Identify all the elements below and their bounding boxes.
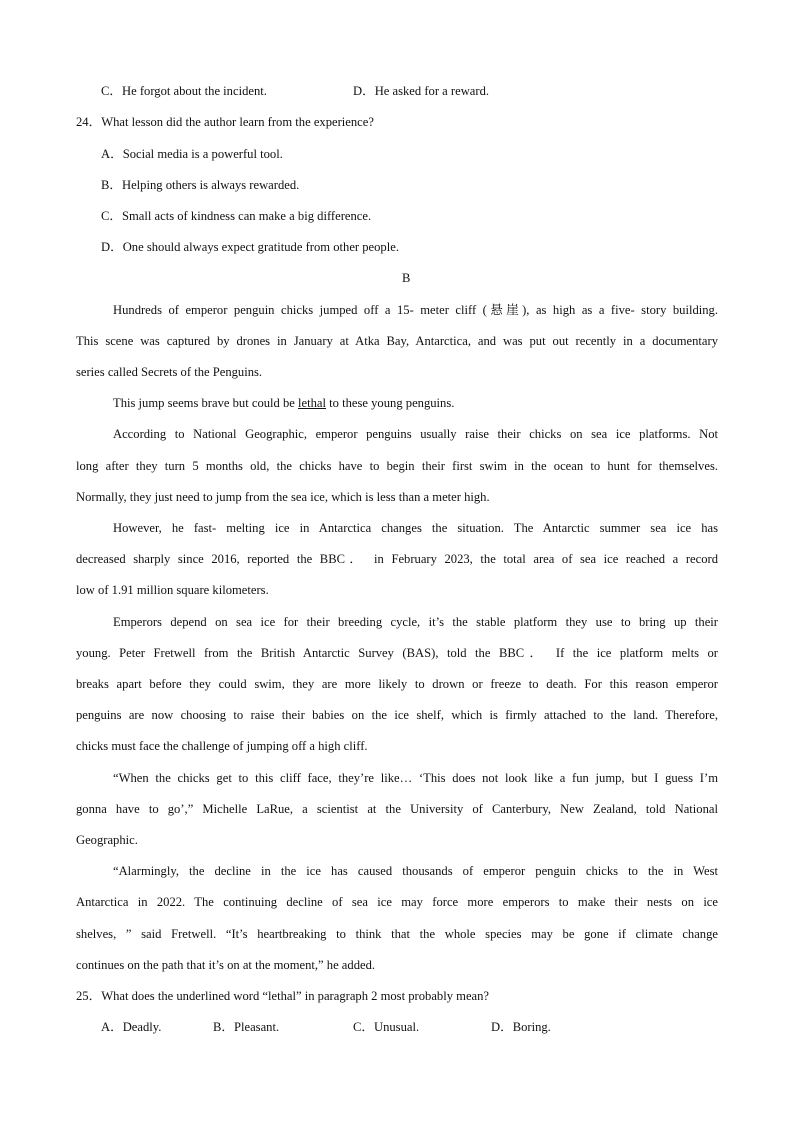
passage-p7-line3: shelves, ” said Fretwell. “It’s heartbreaking to think that the whole species may be gone if climate change — [76, 927, 718, 941]
passage-p7-line1: “Alarmingly, the decline in the ice has caused thousands of emperor penguin chicks to the in West — [113, 864, 718, 878]
q24-stem: 24．What lesson did the author learn from the experience? — [76, 115, 374, 129]
passage-p2-before: This jump seems brave but could be — [113, 396, 299, 410]
passage-p2-after: to these young penguins. — [326, 396, 455, 410]
q25-option-c: C．Unusual. — [353, 1020, 420, 1034]
passage-p1-line3: series called Secrets of the Penguins. — [76, 365, 263, 379]
underlined-word-lethal: lethal — [298, 396, 327, 410]
passage-p5-line5: chicks must face the challenge of jumping off a high cliff. — [76, 739, 368, 753]
section-label: B — [402, 271, 411, 285]
q25-option-d: D．Boring. — [491, 1020, 551, 1034]
q25-option-b: B．Pleasant. — [213, 1020, 280, 1034]
passage-p6-line1: “When the chicks get to this cliff face, they’re like… ‘This does not look like a fun jump, but I guess I’m — [113, 771, 718, 785]
passage-p1-line1: Hundreds of emperor penguin chicks jumped off a 15- meter cliff (悬崖), as high as a five- story building. — [113, 303, 718, 317]
passage-p5-line4: penguins are now choosing to raise their babies on the ice shelf, which is firmly attached to the land. Therefore, — [76, 708, 718, 722]
passage-p3-line2: long after they turn 5 months old, the chicks have to begin their first swim in the ocean to hunt for themselves. — [76, 459, 718, 473]
q25-stem: 25．What does the underlined word “lethal” in paragraph 2 most probably mean? — [76, 989, 490, 1003]
q24-option-c: C．Small acts of kindness can make a big difference. — [101, 209, 372, 223]
q24-option-d: D．One should always expect gratitude from other people. — [101, 240, 399, 254]
passage-p3-line1: According to National Geographic, emperor penguins usually raise their chicks on sea ice platforms. Not — [113, 427, 718, 441]
passage-p3-line3: Normally, they just need to jump from the sea ice, which is less than a meter high. — [76, 490, 490, 504]
passage-p6-line2: gonna have to go’,” Michelle LaRue, a scientist at the University of Canterbury, New Zealand, told National — [76, 802, 718, 816]
passage-p5-line3: breaks apart before they could swim, they are more likely to drown or freeze to death. For this reason emperor — [76, 677, 718, 691]
passage-p4-line1: However, he fast- melting ice in Antarctica changes the situation. The Antarctic summer sea ice has — [113, 521, 718, 535]
passage-p5-line1: Emperors depend on sea ice for their breeding cycle, it’s the stable platform they use to bring up their — [113, 615, 718, 629]
passage-p6-line3: Geographic. — [76, 833, 138, 847]
passage-p5-line2: young. Peter Fretwell from the British Antarctic Survey (BAS), told the BBC． If the ice platform melts or — [76, 646, 718, 660]
passage-p2 — [113, 395, 454, 411]
passage-p7-line4: continues on the path that it’s on at the moment,” he added. — [76, 958, 376, 972]
passage-p7-line2: Antarctica in 2022. The continuing decline of sea ice may force more emperors to make their nests on ice — [76, 895, 718, 909]
q23-option-d: D．He asked for a reward. — [353, 84, 490, 98]
q23-option-c: C．He forgot about the incident. — [101, 84, 267, 98]
passage-p4-line2: decreased sharply since 2016, reported the BBC． in February 2023, the total area of sea ice reached a record — [76, 552, 718, 566]
q25-option-a: A．Deadly. — [101, 1020, 162, 1034]
passage-p1-line2: This scene was captured by drones in January at Atka Bay, Antarctica, and was put out recently in a documentary — [76, 334, 718, 348]
q24-option-a: A．Social media is a powerful tool. — [101, 147, 283, 161]
passage-p4-line3: low of 1.91 million square kilometers. — [76, 583, 269, 597]
q24-option-b: B．Helping others is always rewarded. — [101, 178, 300, 192]
